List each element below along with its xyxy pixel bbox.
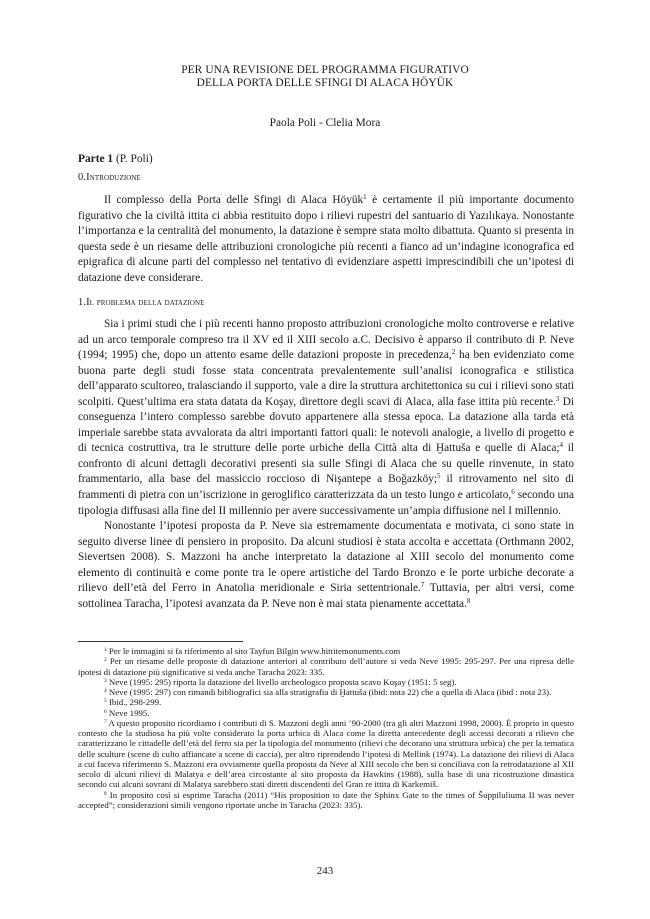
footnote — [78, 697, 574, 707]
footnote-number: 5 — [104, 698, 107, 705]
footnote-number: 1 — [104, 647, 107, 653]
footnote-marker: 1 — [363, 193, 367, 202]
page-number: 243 — [316, 865, 334, 877]
footnote-text: A questo proposito ricordiamo i contributi di S. Mazzoni degli anni ’90-2000 (tra gli altri Mazzoni 1998, 2000). È proprio in questo contesto che la studiosa ha più volte considerato la porta urbica di Alaca come la diretta antecedente degli accessi decorati a rilievo che caratterizzano le cittadelle dell’età del ferro sia per la tipologia del monumento (rilievi che decorano una struttura urbica) che per la tematica delle sculture (scene di culto affiancate a scene di caccia), per altro riprendendo l’ipotesi di Mellink (1974). La datazione dei rilievi di Alaca a cui faceva riferimento S. Mazzoni era ovviamente quella proposta da Neve al XIII secolo che ben si conciliava con la retrodatazione al XII secolo di alcuni rilievi di Malatya e dell’area circostante al sito proposta da Hawkins (1988), sulla base di una ricostruzione dinastica secondo cui alcuni sovrani di Malatya sarebbero stati diretti discendenti del Gran re ittita di Karkemiš. — [78, 717, 574, 790]
footnote-number: 7 — [104, 718, 107, 725]
footnote — [78, 687, 574, 697]
text-run: il confronto di alcuni dettagli decorativi presenti sia sulle Sfingi di Alaca che su quelle rinvenute, in stato frammentario, alla base del massiccio roccioso di Nişantepe a Boğazköy; — [78, 442, 574, 486]
footnote-text: Neve (1995: 295) riporta la datazione del livello archeologico proposta scavo Koşay (1951: 5 seg). — [106, 676, 457, 687]
body-paragraph — [78, 193, 574, 286]
footnote-number: 4 — [104, 688, 107, 694]
footnotes — [78, 646, 574, 810]
footnote-text: In proposito così si esprime Taracha (2011) “His proposition to date the Sphinx Gate to the times of Šuppiluliuma II was never accepted”; considerazioni simili vengono riportate anche in Taracha (2023: 335). — [78, 789, 574, 810]
part-author: (P. Poli) — [115, 153, 153, 165]
text-run: è certamente il più importante documento figurativo che la civiltà ittita ci abbia restituito dopo i rilievi rupestri del santuario di Yazılıkaya. Nonostante l’importanza e la centralità del monumento, la datazione è sempre stata molto dibattuta. Quanto si presenta in questa sede è un riesame delle attribuzioni cronologiche più recenti a fianco ad un’indagine iconografica ed epigrafica di alcune parti del complesso nel tentativo di evidenziare aspetti imprescindibili che un’ipotesi di datazione deve considerare. — [78, 194, 574, 284]
footnote-marker: 3 — [555, 394, 560, 403]
text-run: Tuttavia, per altri versi, come sottolinea Taracha, l’ipotesi avanzata da P. Neve non è mai stata pienamente accettata. — [78, 582, 574, 610]
text-run: Il complesso della Porta delle Sfingi di Alaca Höyük — [104, 194, 364, 206]
text-run: Nonostante l’ipotesi proposta da P. Neve sia estremamente documentata e motivata, ci sono state in seguito diverse linee di pensiero in proposito. Da alcuni studiosi è stata accolta e accettata (Orthmann 2002, Sievertsen 2008). S. Mazzoni ha anche interpretato la datazione al XIII secolo del monumento come elemento di continuità e come ponte tra le opere artistiche del Tardo Bronzo e le porte urbiche decorate a rilievo dell’età del Ferro in Anatolia meridionale e Siria settentrionale. — [78, 520, 574, 595]
dating-text — [78, 317, 574, 612]
footnote — [78, 718, 574, 790]
section-heading-introduction — [78, 172, 141, 184]
text-run: il ritrovamento nel sito di frammenti di pietra con un’iscrizione in geroglifico caratterizzata da un testo lungo e articolato, — [78, 473, 574, 502]
footnote-marker: 5 — [437, 472, 441, 481]
part-label: Parte 1 — [78, 153, 114, 165]
footnote — [78, 656, 574, 677]
introduction-text — [78, 193, 574, 286]
footnote-number: 8 — [104, 790, 107, 797]
footnote — [78, 677, 574, 687]
footnote-divider — [78, 641, 243, 642]
title-line-2: DELLA PORTA DELLE SFINGI DI ALACA HÖYÜK — [196, 76, 454, 89]
footnote-marker: 2 — [451, 348, 456, 357]
body-paragraph — [78, 317, 574, 519]
paper-title — [60, 64, 590, 89]
footnote-text: Per le immagini si fa riferimento al sito Tayfun Bilgin www.hittitemonuments.com — [106, 646, 401, 656]
footnote — [78, 646, 574, 656]
footnote-number: 3 — [104, 677, 107, 684]
text-run: secondo una tipologia diffusasi alla fine del II millennio per avere successivamente un’ampia diffusione nel I millennio. — [78, 489, 574, 517]
section-number: 1. — [78, 297, 87, 308]
footnote-marker: 6 — [511, 488, 515, 497]
text-run: ha ben evidenziato come buona parte degli studi fosse stata concentrata prevalentemente sull’analisi iconografica e stilistica dell’apparato scultoreo, tralasciando il supporto, vale a dire la struttura architettonica su cui i rilievi sono stati scolpiti. Quest’ultima era stata datata da Koşay, direttore degli scavi di Alaca, alla fase ittita più recente. — [78, 349, 574, 408]
footnote — [78, 708, 574, 718]
section-title: Introduzione — [86, 172, 141, 183]
footnote-marker: 7 — [420, 581, 425, 590]
part-heading — [78, 153, 153, 166]
text-run: Sia i primi studi che i più recenti hanno proposto attribuzioni cronologiche molto controverse e relative ad un arco temporale compreso tra il XV ed il XIII secolo a.C. Decisivo è apparso il contributo di P. Neve (1994; 1995) che, dopo un attento esame delle datazioni proposte in precedenza, — [78, 318, 574, 362]
section-number: 0. — [78, 172, 87, 183]
text-run: Di conseguenza l’intero complesso sarebbe dovuto appartenere alla stessa epoca. La datazione alla tarda età imperiale sarebbe stata avvalorata da altri importanti fattori quali: le notevoli analogie, a livello di progetto e di tecnica costruttiva, tra le strutture delle porte urbiche della Città alta di Ḫattuša e quelle di Alaca; — [78, 395, 575, 455]
section-heading-dating — [78, 297, 205, 309]
body-paragraph — [78, 519, 574, 612]
author-names: Paola Poli - Clelia Mora — [269, 117, 381, 129]
footnote-text: Neve 1995. — [106, 707, 150, 718]
footnote-text: Per un riesame delle proposte di datazione anteriori al contributo dell’autore si veda Neve 1995: 295-297. Per una ripresa delle ipotesi di datazione più significative si veda anche Taracha 2023: 335. — [78, 656, 574, 677]
footnote-number: 6 — [104, 708, 107, 715]
footnote — [78, 790, 574, 811]
footnote-marker: 8 — [466, 597, 471, 605]
footnote-marker: 4 — [559, 441, 564, 450]
title-line-1: PER UNA REVISIONE DEL PROGRAMMA FIGURATIVO — [181, 64, 469, 76]
footnote-number: 2 — [104, 657, 107, 664]
footnote-text: Ibid., 298-299. — [106, 697, 162, 708]
footnote-text: Neve (1995: 297) con rimandi bibliografici sia alla stratigrafia di Ḫattuša (ibid: nota 22) che a quella di Alaca (ibid : nota 23). — [106, 687, 552, 697]
section-title: Il problema della datazione — [86, 297, 205, 308]
